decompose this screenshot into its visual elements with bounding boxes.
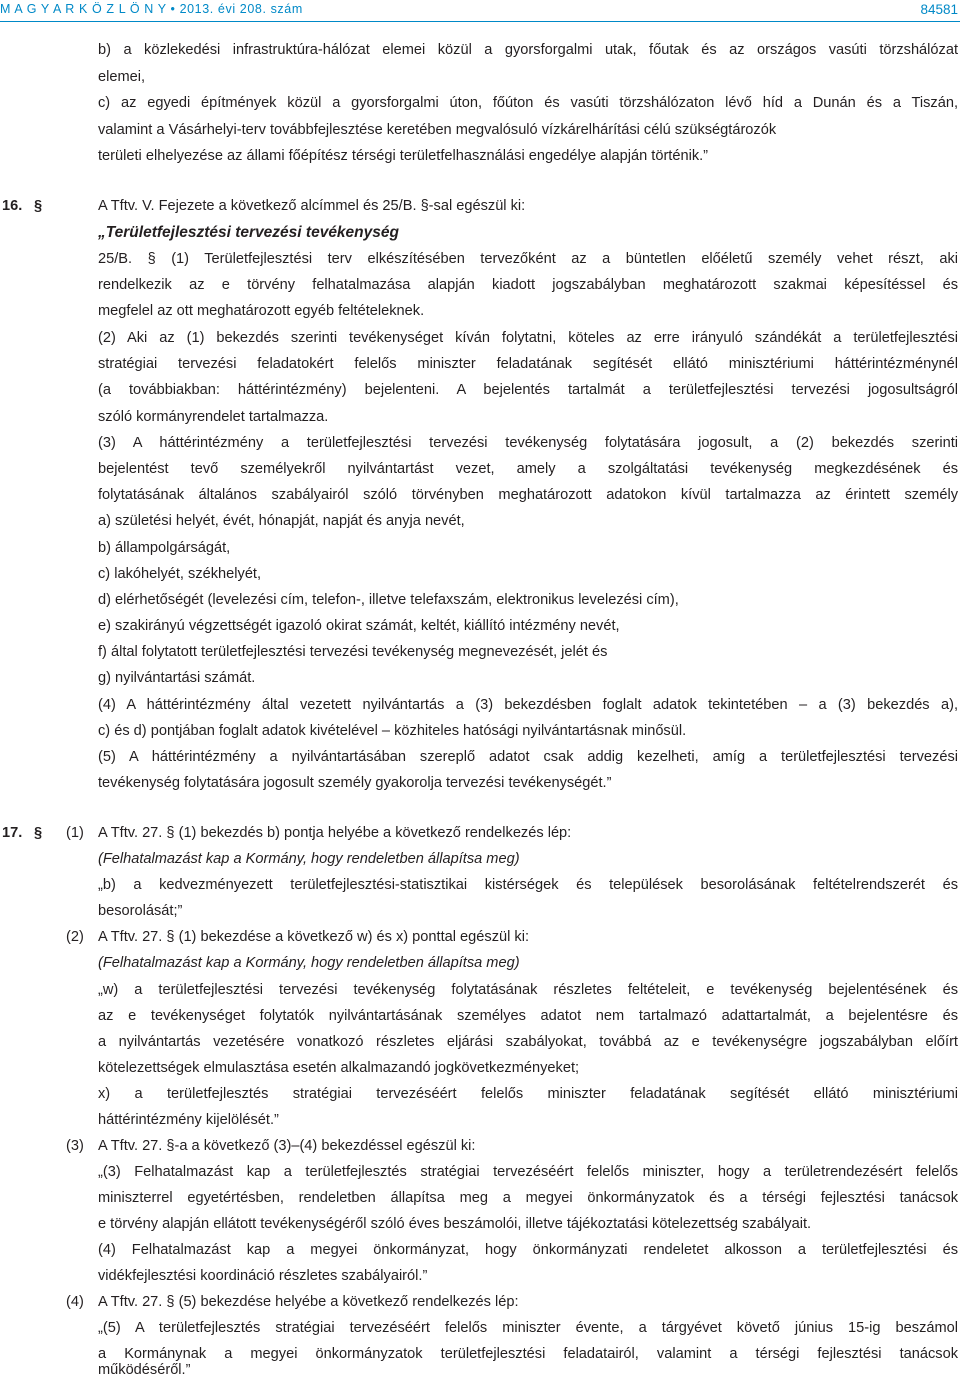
text-line: (5) A háttérintézmény a nyilvántartásában szereplő adatot csak addig kezelheti, amíg a területfejlesztési tervezési (98, 749, 958, 765)
text-line: A Tftv. 27. § (1) bekezdés b) pontja helyébe a következő rendelkezés lép: (98, 825, 572, 841)
paragraph-number: (2) (66, 929, 84, 945)
text-line: (2) Aki az (1) bekezdés szerinti tevékenységet kíván folytatni, köteles az erre irányuló szándékát a területfejlesztési (98, 330, 958, 346)
text-line: stratégiai tervezési feladatokért felelős miniszter feladatának segítését ellátó minisztériumi háttérintézménynél (98, 356, 958, 372)
list-item: c) lakóhelyét, székhelyét, (98, 566, 262, 582)
text-line: vidékfejlesztési koordináció részletes szabályairól.” (98, 1268, 428, 1284)
list-item: e) szakirányú végzettségét igazoló okirat számát, keltét, kiállító intézmény nevét, (98, 618, 620, 634)
text-line: b) a közlekedési infrastruktúra-hálózat elemei közül a gyorsforgalmi utak, főutak és az országos vasúti törzshálózat (98, 42, 958, 58)
list-item: f) által folytatott területfejlesztési tervezési tevékenység megnevezését, jelét és (98, 644, 608, 660)
list-item: b) állampolgárságát, (98, 540, 231, 556)
text-line: az e tevékenységet folytatók nyilvántartásának személyes adatot nem tartalmazó adattartalmát, a bejelentésre és (98, 1008, 958, 1024)
text-line: folytatásának általános szabályairól szóló törvényben meghatározott adatokon kívül tartalmazza az érintett személy (98, 487, 958, 503)
text-line: (3) A háttérintézmény a területfejlesztési tervezési tevékenység folytatására jogosult, a (2) bekezdés szerinti (98, 435, 958, 451)
journal-title: M A G Y A R K Ö Z L Ö N Y • 2013. évi 208. szám (0, 2, 303, 16)
list-item: d) elérhetőségét (levelezési cím, telefon-, illetve telefaxszám, elektronikus levelezési cím), (98, 592, 679, 608)
text-line: (4) A háttérintézmény által vezetett nyilvántartás a (3) bekezdésben foglalt adatok tekintetében – a (3) bekezdés a), (98, 697, 958, 713)
text-line: kötelezettségek elmulasztása esetén alkalmazandó jogkövetkezményeket; (98, 1060, 580, 1076)
section-number: 17. (2, 825, 23, 841)
text-line: rendelkezik az e törvény felhatalmazása alapján kiadott jogszabályban meghatározott szakmai képesítéssel és (98, 277, 958, 293)
text-line: elemei, (98, 69, 146, 85)
text-line: besorolását;” (98, 903, 183, 919)
list-item: g) nyilvántartási számát. (98, 670, 256, 686)
text-line: e törvény alapján ellátott tevékenységéről szóló éves beszámolói, illetve tájékoztatási kötelezettség szabályait. (98, 1216, 812, 1232)
text-line: (4) Felhatalmazást kap a megyei önkormányzat, hogy önkormányzati rendeletet alkosson a területfejlesztési és (98, 1242, 958, 1258)
text-line: „(5) A területfejlesztés stratégiai tervezéséért felelős miniszter évente, a tárgyévet követő június 15-ig beszámol (98, 1320, 958, 1336)
text-line: „w) a területfejlesztési tervezési tevékenység folytatásának részletes feltételeit, e tevékenység bejelentésének és (98, 982, 958, 998)
text-line: A Tftv. V. Fejezete a következő alcímmel és 25/B. §-sal egészül ki: (98, 198, 526, 214)
list-item: a) születési helyét, évét, hónapját, napját és anyja nevét, (98, 513, 465, 529)
text-line: a Kormánynak a megyei önkormányzatok területfejlesztési feladatairól, valamint a térségi fejlesztési tanácsok (98, 1346, 958, 1362)
text-line: (a továbbiakban: háttérintézmény) bejelenteni. A bejelentés tartalmát a területfejlesztési tervezési jogosultságról (98, 382, 958, 398)
text-line: működéséről.” (98, 1362, 191, 1378)
text-line: területi elhelyezése az állami főépítész térségi területfelhasználási engedélye alapján történik.” (98, 148, 709, 164)
text-line: „(3) Felhatalmazást kap a területfejlesztés stratégiai tervezéséért felelős miniszter, hogy a területrendezésért felelős (98, 1164, 958, 1180)
text-line: c) és d) pontjában foglalt adatok kivételével – közhiteles hatósági nyilvántartásnak minősül. (98, 723, 687, 739)
text-line: x) a területfejlesztés stratégiai tervezéséért felelős miniszter feladatának segítését ellátó minisztériumi (98, 1086, 958, 1102)
text-line: szóló kormányrendelet tartalmazza. (98, 409, 329, 425)
section-number: 16. (2, 198, 23, 214)
text-line: bejelentést tevő személyekről nyilvántartást vezet, amely a szolgáltatási tevékenység megkezdésének és (98, 461, 958, 477)
text-line: megfelel az ott meghatározott egyéb feltételeknek. (98, 303, 425, 319)
text-line: háttérintézmény kijelölését.” (98, 1112, 279, 1128)
text-line: valamint a Vásárhelyi-terv továbbfejlesztése keretében megvalósuló vízkárelhárítási célú szükségtározók (98, 122, 777, 138)
text-line: miniszterrel egyetértésben, rendeletben állapítsa meg a megyei önkormányzatok és a térségi fejlesztési tanácsok (98, 1190, 958, 1206)
paragraph-number: (3) (66, 1138, 84, 1154)
text-line: 25/B. § (1) Területfejlesztési terv elkészítésében tervezőként az a büntetlen előéletű személy vehet részt, aki (98, 251, 958, 267)
page-number: 84581 (920, 2, 958, 17)
text-line: a nyilvántartás vezetésére vonatkozó részletes eljárási szabályokat, továbbá az e tevékenységre jogszabályban előírt (98, 1034, 958, 1050)
paragraph-number: (4) (66, 1294, 84, 1310)
text-line: c) az egyedi építmények közül a gyorsforgalmi úton, főúton és vasúti törzshálózaton lévő híd a Dunán és a Tiszán, (98, 95, 958, 111)
header-divider (0, 21, 960, 22)
section-sign: § (34, 825, 43, 841)
paragraph-number: (1) (66, 825, 84, 841)
text-line: (Felhatalmazást kap a Kormány, hogy rendeletben állapítsa meg) (98, 955, 520, 971)
text-line: „b) a kedvezményezett területfejlesztési-statisztikai kistérségek és települések besorolásának feltételrendszerét és (98, 877, 958, 893)
page-header (0, 2, 960, 18)
text-line: (Felhatalmazást kap a Kormány, hogy rendeletben állapítsa meg) (98, 851, 520, 867)
subtitle: „Területfejlesztési tervezési tevékenység (98, 224, 399, 241)
text-line: A Tftv. 27. §-a a következő (3)–(4) bekezdéssel egészül ki: (98, 1138, 476, 1154)
text-line: A Tftv. 27. § (5) bekezdése helyébe a következő rendelkezés lép: (98, 1294, 519, 1310)
text-line: tevékenység folytatására jogosult személy gyakorolja tervezési tevékenységét.” (98, 775, 612, 791)
section-sign: § (34, 198, 43, 214)
text-line: A Tftv. 27. § (1) bekezdése a következő w) és x) ponttal egészül ki: (98, 929, 529, 945)
